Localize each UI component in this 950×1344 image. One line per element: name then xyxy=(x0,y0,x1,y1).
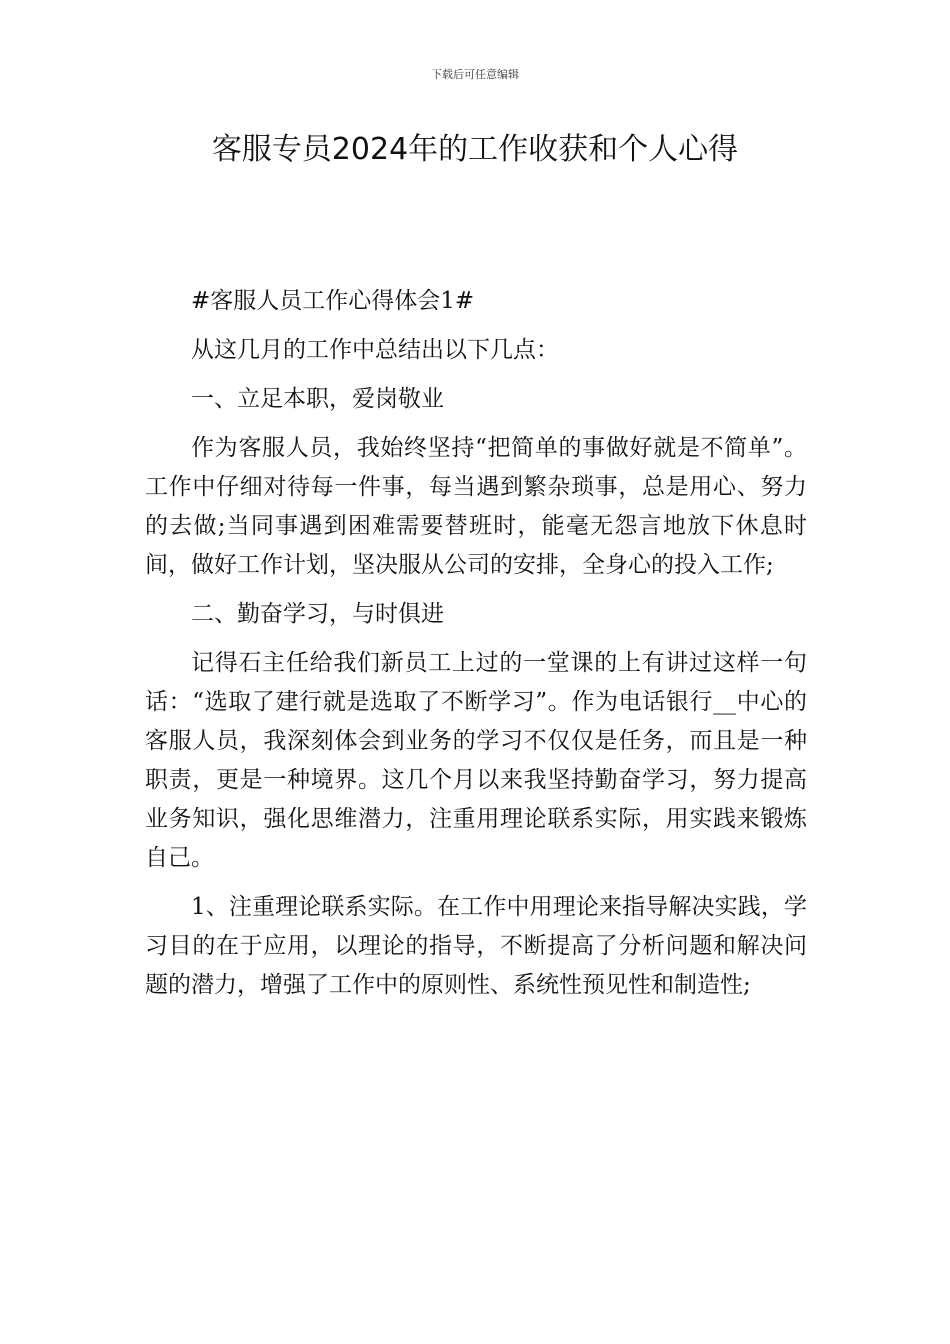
body-paragraph: 记得石主任给我们新员工上过的一堂课的上有讲过这样一句话：“选取了建行就是选取了不断学习”。作为电话银行__中心的客服人员，我深刻体会到业务的学习不仅仅是任务，而且是一种职责，更是一种境界。这几个月以来我坚持勤奋学习，努力提高业务知识，强化思维潜力，注重用理论联系实际，用实践来锻炼自己。 xyxy=(145,650,807,871)
header-note: 下载后可任意编辑 xyxy=(431,68,519,81)
subtitle-paragraph: #客服人员工作心得体会1# xyxy=(191,288,475,314)
body-paragraph: 1、注重理论联系实际。在工作中用理论来指导解决实践，学习目的在于应用，以理论的指导，不断提高了分析问题和解决问题的潜力，增强了工作中的原则性、系统性预见性和制造性; xyxy=(145,894,807,998)
document-title: 客服专员2024年的工作收获和个人心得 xyxy=(211,132,739,167)
section-heading-2: 二、勤奋学习，与时俱进 xyxy=(191,601,444,627)
section-heading-1: 一、立足本职，爱岗敬业 xyxy=(191,386,444,412)
intro-paragraph: 从这几月的工作中总结出以下几点： xyxy=(191,337,559,363)
body-paragraph: 作为客服人员，我始终坚持“把简单的事做好就是不简单”。工作中仔细对待每一件事，每当遇到繁杂琐事，总是用心、努力的去做;当同事遇到困难需要替班时，能毫无怨言地放下休息时间，做好工作计划，坚决服从公司的安排，全身心的投入工作; xyxy=(145,435,807,578)
document-body xyxy=(145,282,807,1015)
